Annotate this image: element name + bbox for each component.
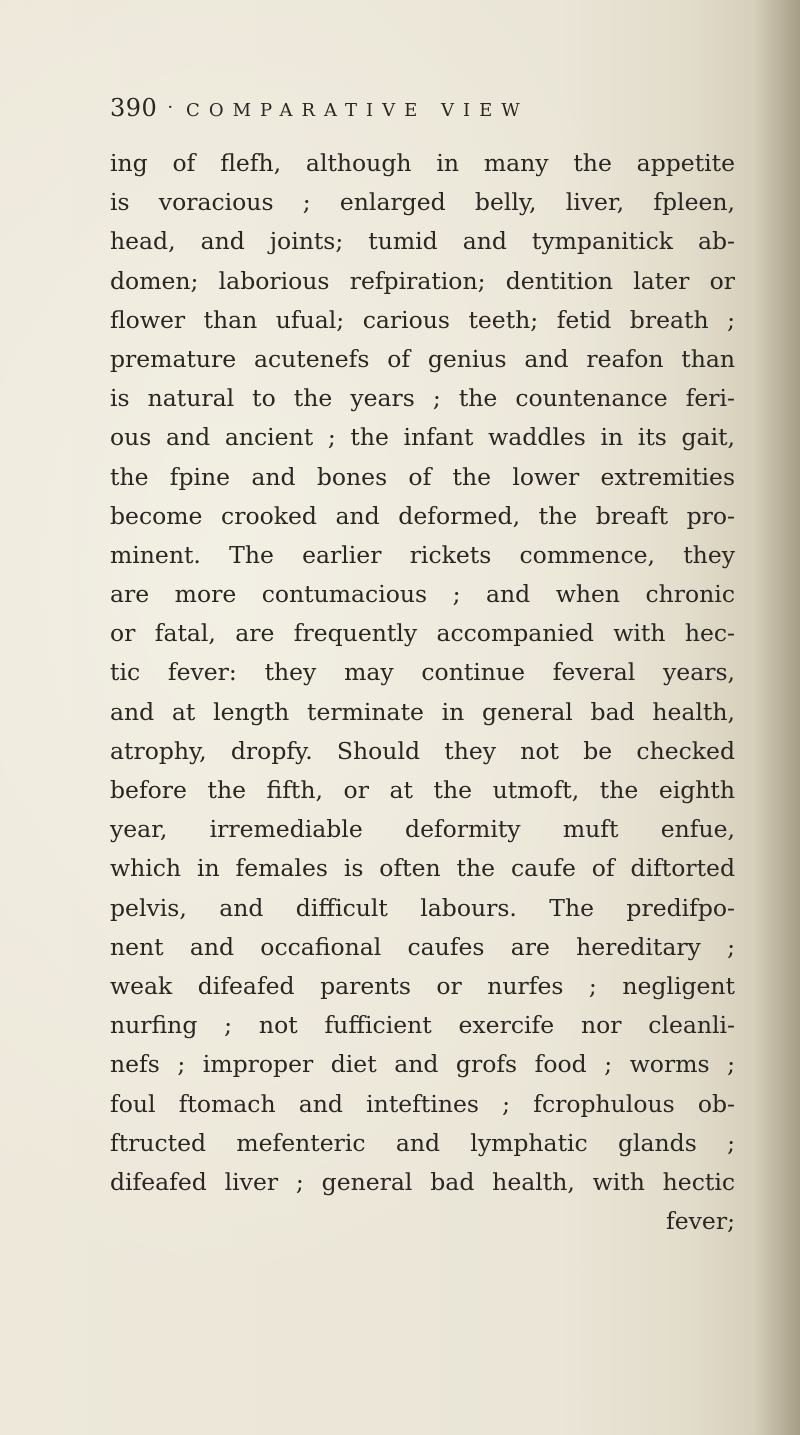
text-line: head, and joints; tumid and tympanitick ab-: [110, 227, 735, 256]
text-line: weak difeafed parents or nurfes ; negligent: [110, 971, 735, 1000]
running-head-title: COMPARATIVE VIEW: [186, 100, 529, 121]
text-line: minent. The earlier rickets commence, they: [110, 540, 735, 569]
catchword-line: fever;: [666, 1207, 735, 1236]
text-line: before the fifth, or at the utmoft, the eighth: [110, 776, 735, 804]
text-line: are more contumacious ; and when chronic: [110, 580, 735, 609]
text-line: domen; laborious refpiration; dentition later or: [110, 266, 735, 295]
text-line: premature acutenefs of genius and reafon than: [110, 344, 735, 373]
text-line: foul ftomach and inteftines ; fcrophulous ob-: [110, 1089, 735, 1118]
running-head: [110, 94, 529, 130]
page-number: 390: [110, 94, 158, 122]
text-line: which in females is often the caufe of diftorted: [110, 854, 735, 883]
text-line: the fpine and bones of the lower extremities: [110, 462, 735, 491]
text-line: ing of flefh, although in many the appetite: [110, 149, 735, 177]
text-line: ftructed mefenteric and lymphatic glands ;: [110, 1128, 735, 1157]
text-line: year, irremediable deformity muft enfue,: [110, 815, 735, 844]
text-line: tic fever: they may continue feveral years,: [110, 658, 735, 687]
body-text: [110, 144, 735, 1241]
page-edge-shadow: [754, 0, 800, 1435]
text-line: become crooked and deformed, the breaft pro-: [110, 501, 735, 530]
text-line: flower than ufual; carious teeth; fetid breath ;: [110, 305, 735, 334]
text-line: is voracious ; enlarged belly, liver, fpleen,: [110, 188, 735, 217]
text-line: nurfing ; not fufficient exercife nor cleanli-: [110, 1011, 735, 1040]
running-head-separator: ·: [167, 97, 174, 118]
text-line: nent and occafional caufes are hereditary ;: [110, 932, 735, 961]
text-line: nefs ; improper diet and grofs food ; worms ;: [110, 1050, 735, 1079]
text-line: difeafed liver ; general bad health, with hectic: [110, 1167, 735, 1196]
text-line: is natural to the years ; the countenance feri-: [110, 384, 735, 413]
text-line: ous and ancient ; the infant waddles in its gait,: [110, 423, 735, 452]
text-line: and at length terminate in general bad health,: [110, 697, 735, 726]
text-line: or fatal, are frequently accompanied with hec-: [110, 619, 735, 648]
text-line: pelvis, and difficult labours. The predifpo-: [110, 893, 735, 922]
text-line: atrophy, dropfy. Should they not be checked: [110, 736, 735, 765]
